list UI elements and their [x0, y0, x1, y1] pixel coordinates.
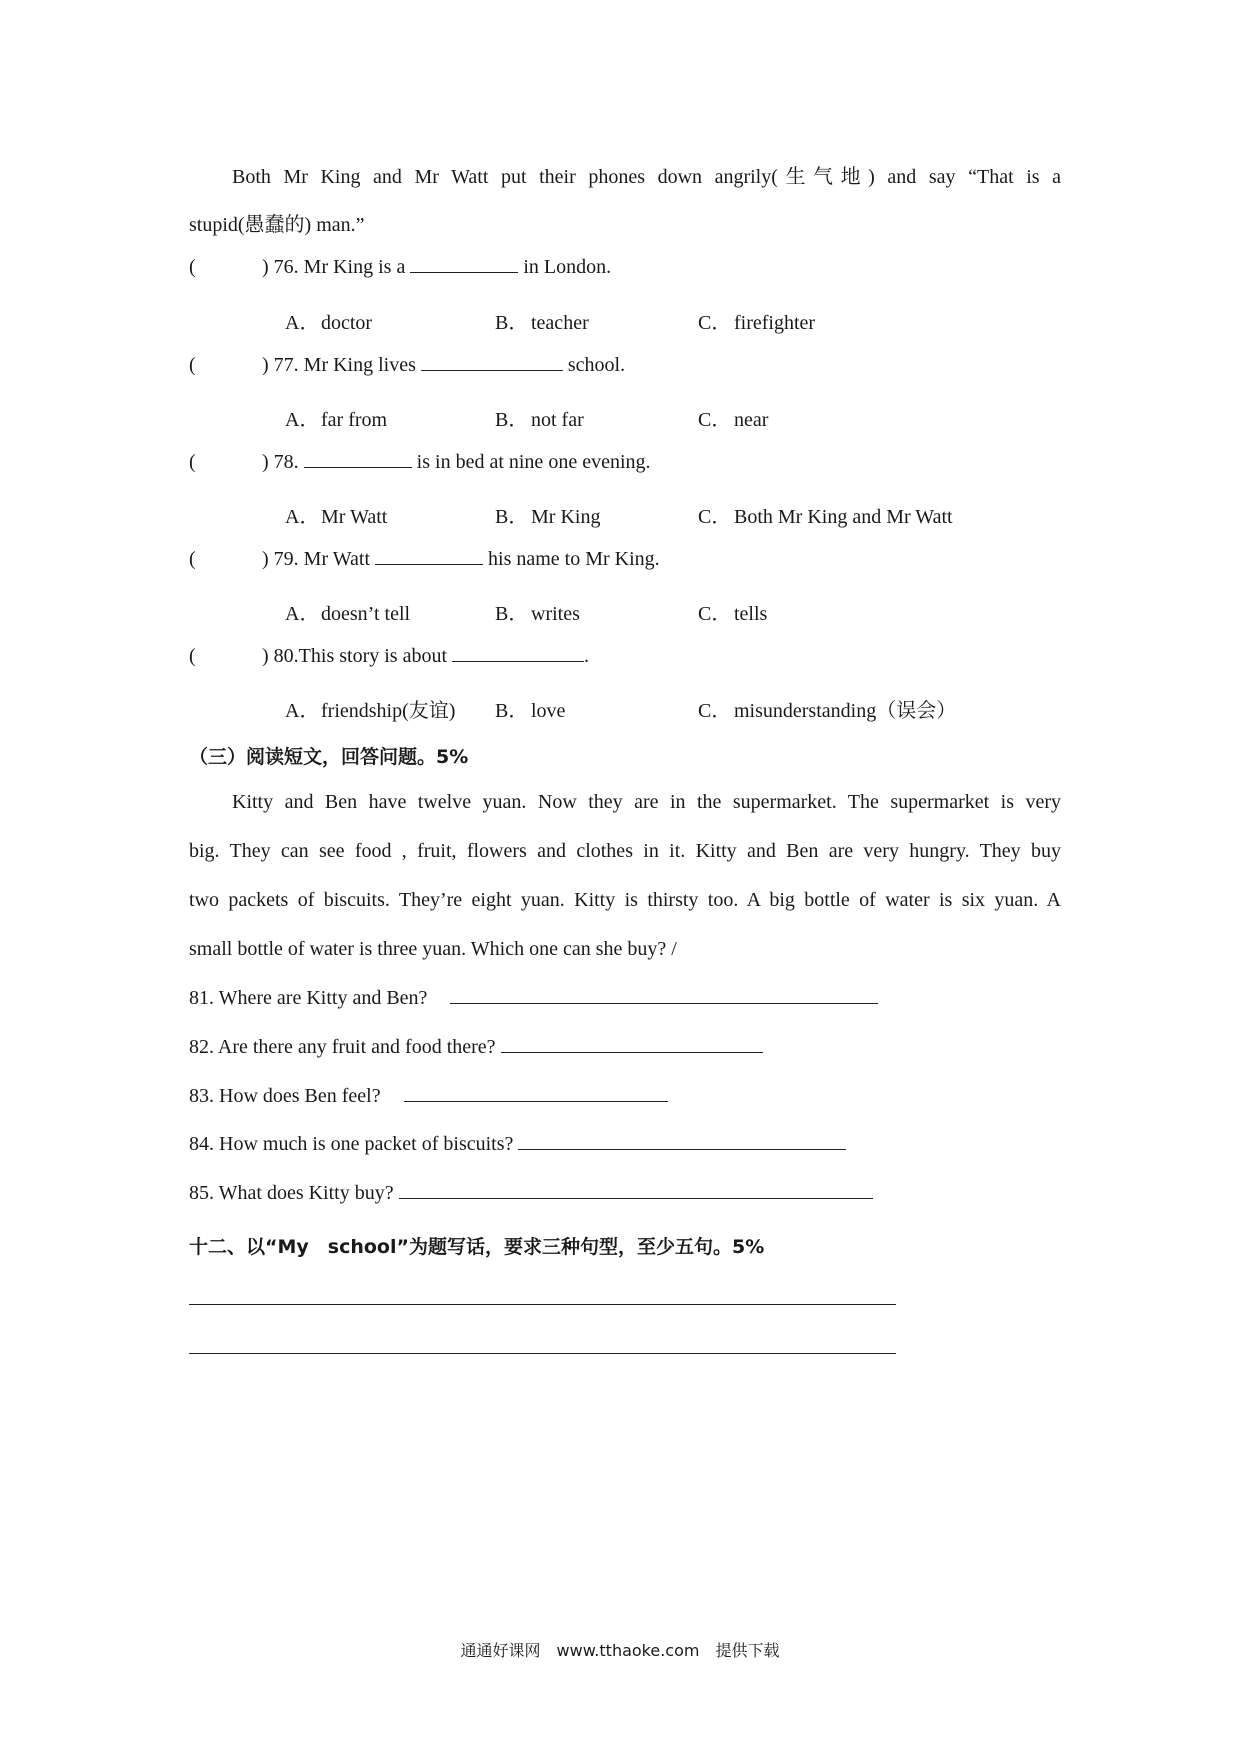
question-text: 81. Where are Kitty and Ben?: [189, 987, 428, 1009]
option-c[interactable]: C． near: [698, 409, 769, 431]
paren-close: ): [262, 354, 269, 376]
answer-paren-open: (: [189, 354, 196, 376]
answer-blank[interactable]: [375, 548, 483, 565]
option-a[interactable]: A．doesn’t tell: [285, 603, 411, 625]
question-text: 85. What does Kitty buy?: [189, 1182, 394, 1204]
question-79: [262, 548, 660, 571]
question-81: [189, 987, 878, 1010]
question-text-end: in London.: [523, 256, 612, 278]
question-78: [262, 451, 651, 474]
option-a[interactable]: A．friendship(友谊): [285, 700, 456, 722]
question-80: [262, 645, 589, 668]
option-c[interactable]: C． misunderstanding（误会）: [698, 700, 957, 722]
answer-paren-open: (: [189, 548, 196, 570]
question-text: 84. How much is one packet of biscuits?: [189, 1133, 514, 1155]
question-77: [262, 354, 625, 377]
passage-line-1: Kitty and Ben have twelve yuan. Now they are in the supermarket. The supermarket is very: [232, 791, 1061, 813]
answer-blank[interactable]: [452, 645, 584, 662]
option-a[interactable]: A．doctor: [285, 312, 373, 334]
writing-line-1[interactable]: [189, 1304, 896, 1305]
paren-close: ): [262, 451, 269, 473]
question-82: [189, 1036, 763, 1059]
question-85: [189, 1182, 873, 1205]
question-text: 82. Are there any fruit and food there?: [189, 1036, 496, 1058]
option-b[interactable]: B． love: [495, 700, 566, 722]
passage-line-3: two packets of biscuits. They’re eight yuan. Kitty is thirsty too. A big bottle of water is six yuan. A: [189, 889, 1061, 911]
answer-blank[interactable]: [304, 451, 412, 468]
question-text: 80.This story is about: [273, 645, 448, 667]
option-c[interactable]: C． Both Mr King and Mr Watt: [698, 506, 953, 528]
question-text-end: .: [584, 645, 590, 667]
paren-close: ): [262, 645, 269, 667]
writing-line-2[interactable]: [189, 1353, 896, 1354]
answer-line[interactable]: [404, 1085, 668, 1102]
question-text: 77. Mr King lives: [273, 354, 416, 376]
intro-line-2: stupid(愚蠢的) man.”: [189, 214, 365, 236]
option-b[interactable]: B． writes: [495, 603, 580, 625]
answer-line[interactable]: [399, 1182, 873, 1199]
answer-blank[interactable]: [421, 354, 563, 371]
section-heading-reading: （三）阅读短文，回答问题。5%: [189, 746, 469, 768]
answer-line[interactable]: [450, 987, 878, 1004]
question-text-end: is in bed at nine one evening.: [416, 451, 651, 473]
question-text: 78.: [273, 451, 299, 473]
paren-close: ): [262, 548, 269, 570]
passage-line-4: small bottle of water is three yuan. Which one can she buy? /: [189, 938, 677, 960]
question-text: 79. Mr Watt: [273, 548, 371, 570]
answer-paren-open: (: [189, 645, 196, 667]
answer-paren-open: (: [189, 256, 196, 278]
question-text: 83. How does Ben feel?: [189, 1085, 381, 1107]
option-c[interactable]: C． firefighter: [698, 312, 816, 334]
answer-line[interactable]: [518, 1133, 846, 1150]
page-footer: 通通好课网 www.tthaoke.com 提供下载: [460, 1641, 780, 1660]
option-a[interactable]: A．Mr Watt: [285, 506, 388, 528]
option-a[interactable]: A．far from: [285, 409, 388, 431]
question-76: [262, 256, 611, 279]
question-83: [189, 1085, 668, 1108]
option-b[interactable]: B． not far: [495, 409, 584, 431]
question-text-end: school.: [567, 354, 626, 376]
paren-close: ): [262, 256, 269, 278]
question-84: [189, 1133, 846, 1156]
passage-line-2: big. They can see food , fruit, flowers and clothes in it. Kitty and Ben are very hungry. They buy: [189, 840, 1061, 862]
answer-line[interactable]: [501, 1036, 763, 1053]
option-c[interactable]: C． tells: [698, 603, 768, 625]
option-b[interactable]: B． teacher: [495, 312, 589, 334]
option-b[interactable]: B． Mr King: [495, 506, 601, 528]
answer-blank[interactable]: [410, 256, 518, 273]
section-heading-writing: 十二、以“My school”为题写话，要求三种句型，至少五句。5%: [189, 1236, 765, 1258]
question-text-end: his name to Mr King.: [488, 548, 660, 570]
answer-paren-open: (: [189, 451, 196, 473]
question-text: 76. Mr King is a: [273, 256, 406, 278]
intro-line-1: Both Mr King and Mr Watt put their phones down angrily(生气地) and say “That is a: [232, 166, 1061, 188]
